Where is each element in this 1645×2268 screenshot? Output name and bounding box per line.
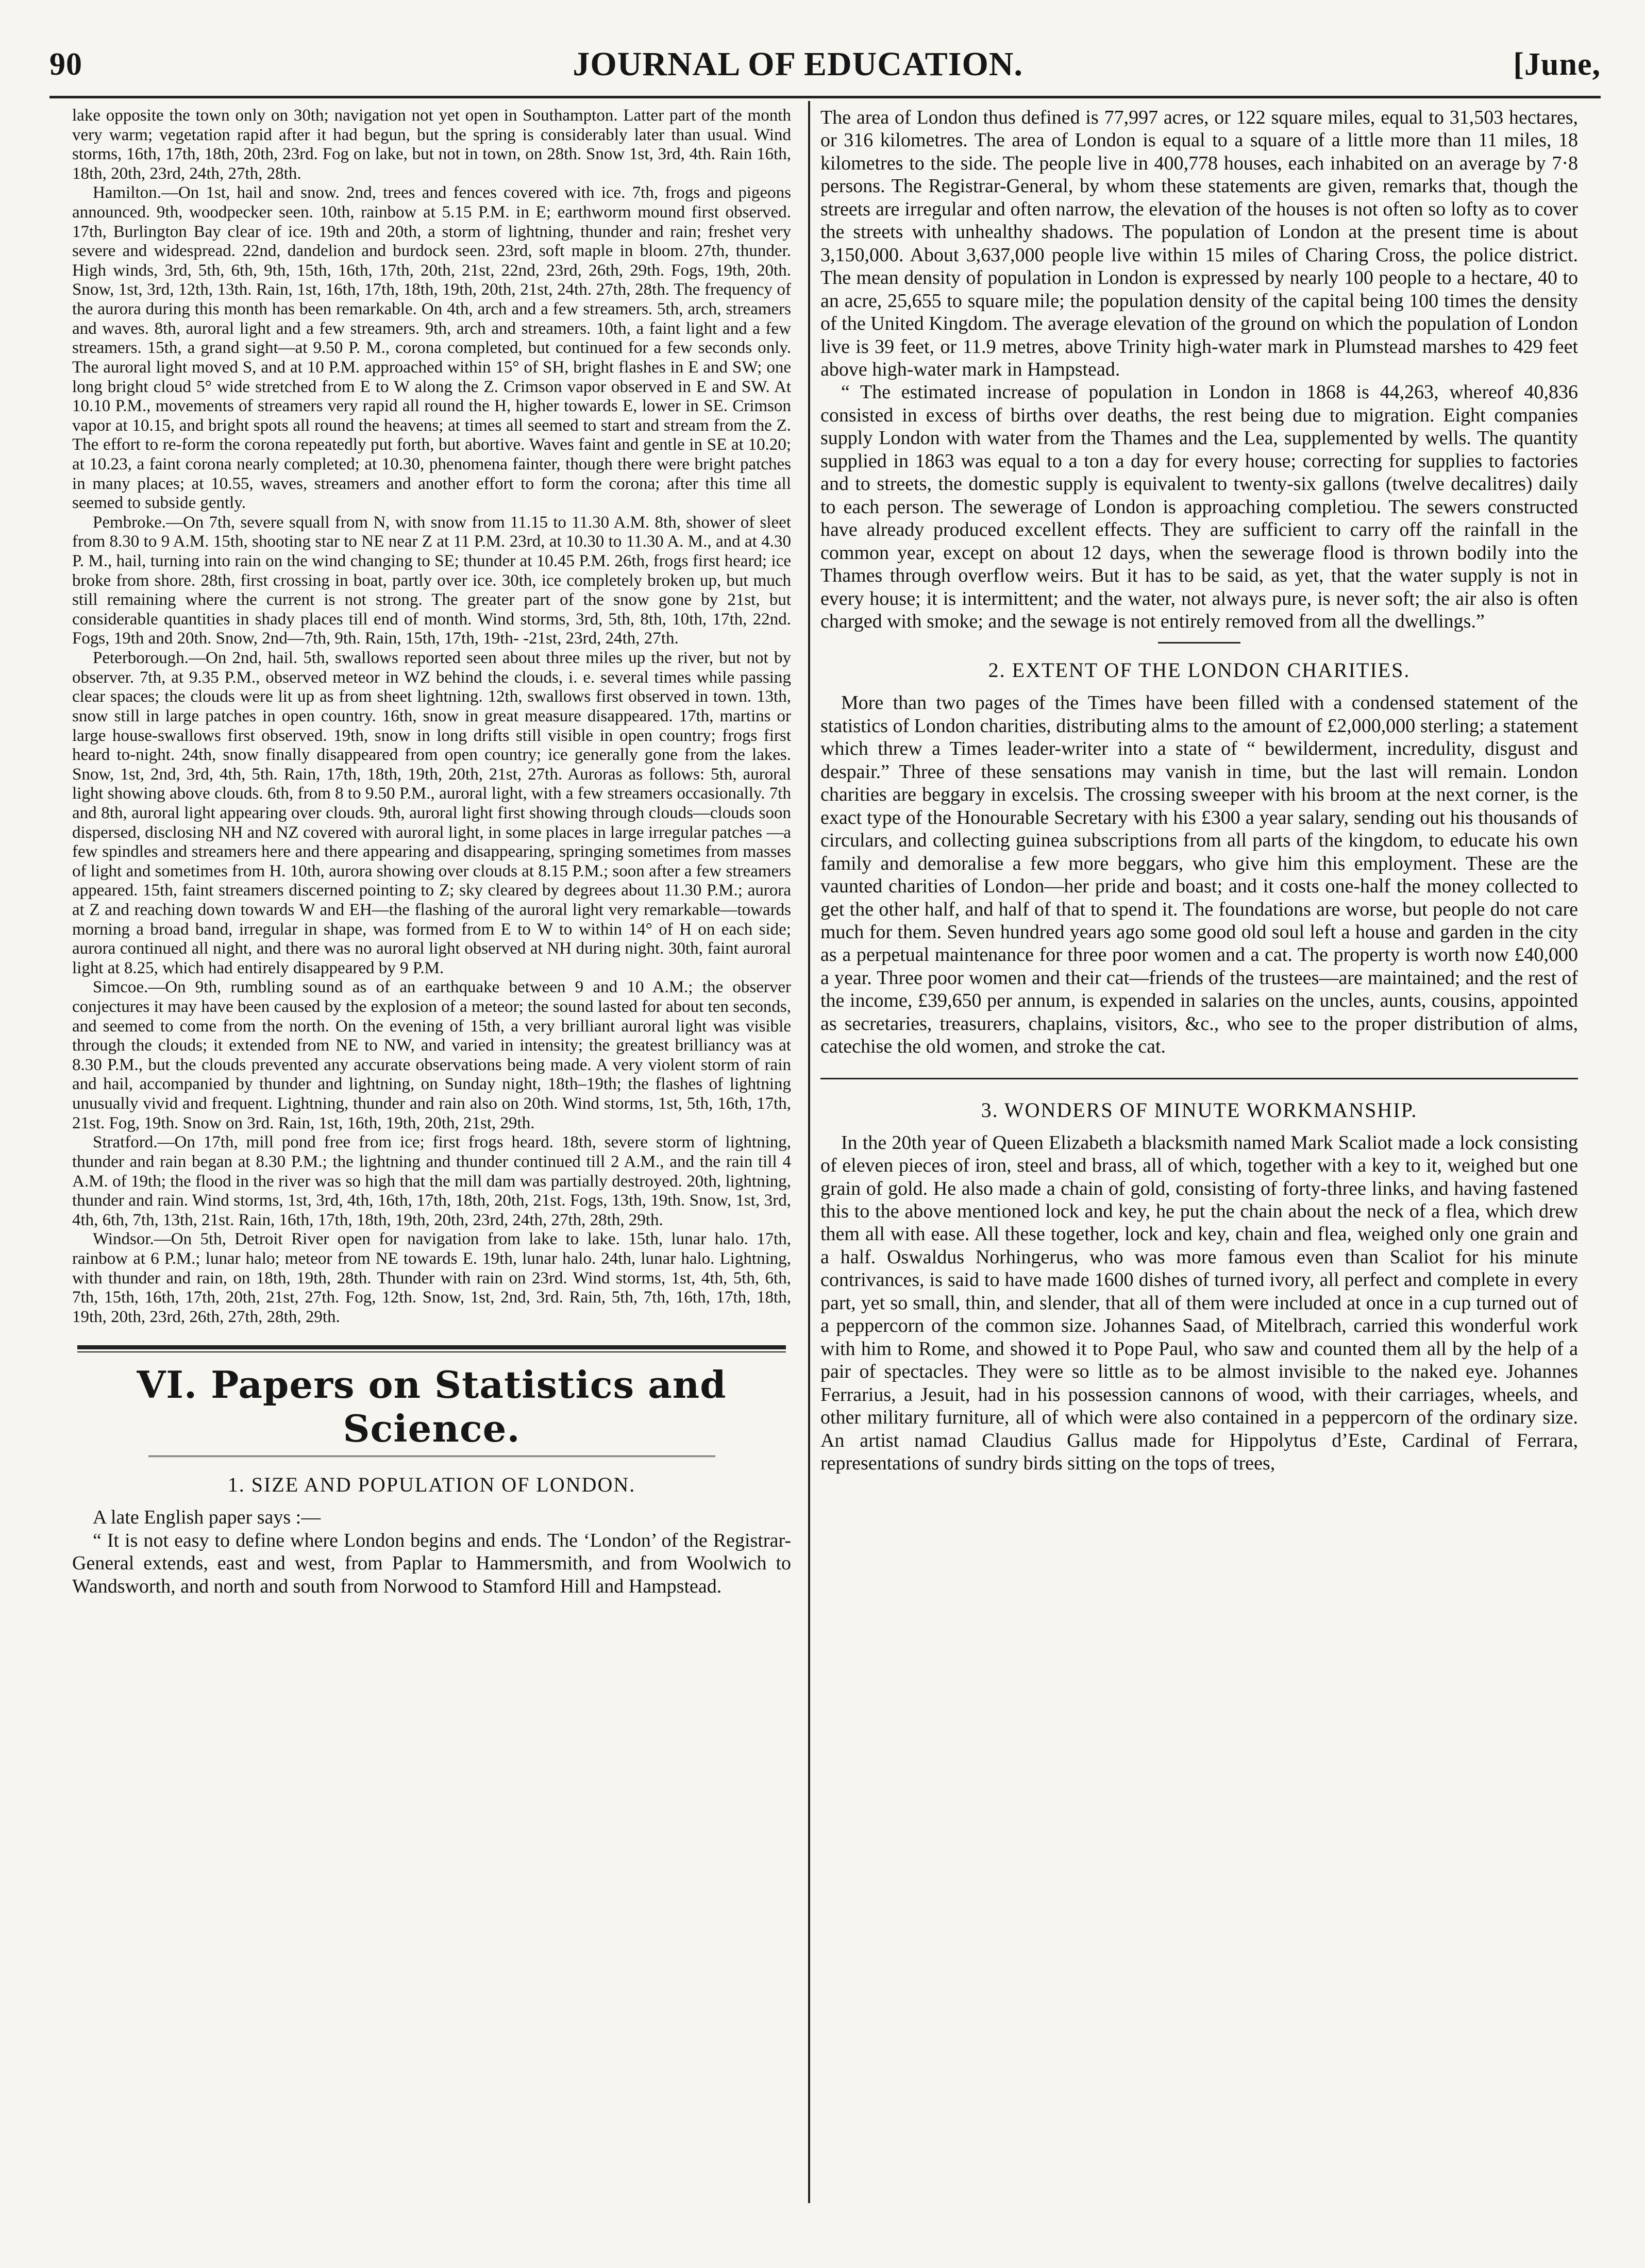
article-population-start [72, 1506, 791, 1598]
weather-reports [72, 106, 791, 1327]
report-pembroke: Pembroke.—On 7th, severe squall from N, with snow from 11.15 to 11.30 A.M. 8th, shower of sleet from 8.30 to 9 A.M. 15th, shooting star to NE near Z at 11 P.M. 23rd, at 10.30 to 11.30 A. M., and at 4.30 P. M., hail, turning into rain on the wind changing to SE; thunder at 10.45 P.M. 26th, frogs first heard; ice broke from shore. 28th, first crossing in boat, partly over ice. 30th, ice completely broken up, but much still remaining where the current is not strong. The greater part of the snow gone by 21st, but considerable quantities in shady places till end of month. Wind storms, 3rd, 5th, 8th, 10th, 17th, 22nd. Fogs, 19th and 20th. Snow, 2nd—7th, 9th. Rain, 15th, 17th, 19th- -21st, 23rd, 24th, 27th. [72, 513, 791, 648]
article-population-continued [820, 106, 1578, 633]
page-number: 90 [49, 46, 82, 82]
article-title-population: 1. SIZE AND POPULATION OF LONDON. [227, 1473, 636, 1497]
page-header [49, 36, 1601, 93]
running-month: [June, [1513, 46, 1601, 82]
right-column [820, 106, 1578, 2213]
article-charities [820, 691, 1578, 1058]
journal-title: JOURNAL OF EDUCATION. [573, 45, 1023, 83]
article-paragraph: The area of London thus defined is 77,997 acres, or 122 square miles, equal to 31,503 hectares, or 316 kilometres. The area of London is equal to a square of a little more than 11 miles, 18 kilometres to the side. The people live in 400,778 houses, each inhabited on an average by 7·8 persons. The Registrar-General, by whom these statements are given, remarks that, though the streets are irregular and often narrow, the elevation of the houses is not often so lofty as to cover the streets with unhealthy shadows. The population of London at the present time is about 3,150,000. About 3,637,000 people live within 15 miles of Charing Cross, the police district. The mean density of population in London is expressed by nearly 100 people to a hectare, 40 to an acre, 25,655 to square mile; the population density of the capital being 100 times the density of the United Kingdom. The average elevation of the ground on which the population of London live is 39 feet, or 11.9 metres, above Trinity high-water mark in Plumstead marshes to 429 feet above high-water mark in Hampstead. [820, 107, 1578, 380]
report-continued: lake opposite the town only on 30th; navigation not yet open in Southampton. Latter part of the month very warm; vegetation rapid after it had begun, but the spring is considerably later than usual. Wind storms, 16th, 17th, 18th, 20th, 23rd. Fog on lake, but not in town, on 28th. Snow 1st, 3rd, 4th. Rain 16th, 18th, 20th, 23rd, 24th, 27th, 28th. [72, 106, 791, 183]
article-divider [1158, 642, 1240, 644]
report-peterborough: Peterborough.—On 2nd, hail. 5th, swallows reported seen about three miles up the river, but not by observer. 7th, at 9.35 P.M., observed meteor in WZ behind the clouds, i. e. several times while passing clear spaces; the clouds were lit up as from sheet lightning. 12th, swallows first observed in town. 13th, snow still in large patches in open country. 16th, snow in great measure disappeared. 17th, martins or large house-swallows first observed. 19th, snow in long drifts still visible in open country; frogs first heard to-night. 24th, snow finally disappeared from open country; ice generally gone from the lakes. Snow, 1st, 2nd, 3rd, 4th, 5th. Rain, 17th, 18th, 19th, 20th, 21st, 27th. Auroras as follows: 5th, auroral light showing above clouds. 6th, from 8 to 9.50 P.M., auroral light, with a few streamers occasionally. 7th and 8th, auroral light appearing over clouds. 9th, auroral light first showing through clouds—clouds soon dispersed, disclosing NH and NZ covered with auroral light, in some places in large irregular patches —a few spindles and streamers here and there appearing and disappearing, springing sometimes from masses of light and sometimes from H. 10th, aurora showing over clouds at 8.15 P.M.; soon after a few streamers appeared. 15th, faint streamers discerned pointing to Z; sky cleared by degrees about 11.30 P.M.; aurora at Z and reaching down towards W and EH—the flashing of the auroral light very remarkable—towards morning a broad band, irregular in shape, was formed from E to W to within 14° of H on each side; aurora continued all night, and there was no auroral light observed at NH during night. 30th, faint auroral light at 8.25, which had entirely disappeared by 9 P.M. [72, 649, 791, 977]
report-simcoe: Simcoe.—On 9th, rumbling sound as of an earthquake between 9 and 10 A.M.; the observer conjectures it may have been caused by the explosion of a meteor; the sound lasted for about ten seconds, and seemed to come from the north. On the evening of 15th, a very brilliant auroral light was visible through the clouds; it extended from NE to NW, and varied in intensity; the greatest brilliancy was at 8.30 P.M., but the clouds prevented any accurate observations being made. A very violent storm of rain and hail, accompanied by thunder and lightning, on Sunday night, 18th–19th; the flashes of lightning unusually vivid and frequent. Lightning, thunder and rain also on 20th. Wind storms, 1st, 5th, 16th, 17th, 21st. Fog, 19th. Snow on 3rd. Rain, 1st, 16th, 19th, 20th, 21st, 29th. [72, 978, 791, 1132]
article-lead: A late English paper says :— [93, 1507, 321, 1529]
left-column [72, 106, 791, 2213]
heading-ornament-rule [148, 1455, 715, 1457]
article-paragraph: “ It is not easy to define where London begins and ends. The ‘London’ of the Registrar-General extends, east and west, from Paplar to Hammersmith, and from Woolwich to Wandsworth, and north and south from Norwood to Stamford Hill and Hampstead. [72, 1529, 791, 1597]
header-rule [49, 96, 1601, 98]
column-rule [808, 101, 810, 2203]
article-title-workmanship: 3. WONDERS OF MINUTE WORKMANSHIP. [981, 1098, 1418, 1122]
article-title-charities: 2. EXTENT OF THE LONDON CHARITIES. [988, 658, 1411, 682]
article-paragraph: “ The estimated increase of population in London in 1868 is 44,263, whereof 40,836 consisted in excess of births over deaths, the rest being due to migration. Eight companies supply London with water from the Thames and the Lea, supplemented by wells. The quantity supplied in 1863 was equal to a ton a day for every house; correcting for supplies to factories and to streets, the domestic supply is equivalent to twenty-six gallons (twelve decalitres) daily to each person. The sewerage of London is approaching completiou. The sewers constructed have already produced excellent effects. They are sufficient to carry off the rainfall in the common year, except on about 12 days, when the sewerage flood is thrown bodily into the Thames through overflow weirs. But it has to be said, as yet, that the water supply is not in every house; it is intermittent; and the water, not always pure, is never soft; the air also is often charged with smoke; and the sewage is not entirely removed from all the dwellings.” [820, 381, 1578, 632]
report-hamilton: Hamilton.—On 1st, hail and snow. 2nd, trees and fences covered with ice. 7th, frogs and pigeons announced. 9th, woodpecker seen. 10th, rainbow at 5.15 P.M. in E; earthworm mound first observed. 17th, Burlington Bay clear of ice. 19th and 20th, a storm of lightning, thunder and rain; freshet very severe and widespread. 22nd, dandelion and burdock seen. 23rd, soft maple in bloom. 27th, thunder. High winds, 3rd, 5th, 6th, 9th, 15th, 16th, 17th, 20th, 21st, 22nd, 23rd, 26th, 29th. Fogs, 19th, 20th. Snow, 1st, 3rd, 12th, 13th. Rain, 1st, 16th, 17th, 18th, 19th, 20th, 21st, 24th. 27th, 28th. The frequency of the aurora during this month has been remarkable. On 4th, arch and a few streamers. 5th, arch, streamers and waves. 8th, auroral light and a few streamers. 9th, arch and streamers. 10th, a faint light and a few streamers. 15th, a grand sight—at 9.50 P. M., corona completed, but continued for a few seconds only. The auroral light moved S, and at 10 P.M. approached within 15° of SH, bright flashes in E and SW; one long bright cloud 5° wide stretched from E to W along the Z. Crimson vapor observed in E and SW. At 10.10 P.M., movements of streamers very rapid all round the H, higher towards E, lower in SE. Crimson vapor at 10.15, and bright spots all round the heavens; at times all seemed to start and stream from the Z. The effort to re-form the corona repeatedly put forth, but abortive. Waves faint and gentle in SE at 10.20; at 10.23, a faint corona nearly completed; at 10.30, phenomena fainter, though there were bright patches in many places; at 10.55, waves, streamers and another effort to form the corona; after this time all seemed to subside gently. [72, 183, 791, 513]
section-divider [77, 1345, 786, 1352]
report-stratford: Stratford.—On 17th, mill pond free from ice; first frogs heard. 18th, severe storm of lightning, thunder and rain began at 8.30 P.M.; the lightning and thunder continued till 2 A.M., and the rain till 4 A.M. of 19th; the flood in the river was so high that the mill dam was partially destroyed. 20th, lightning, thunder and rain. Wind storms, 1st, 3rd, 4th, 16th, 17th, 18th, 20th, 21st. Fogs, 13th, 19th. Snow, 1st, 3rd, 4th, 6th, 7th, 13th, 21st. Rain, 16th, 17th, 18th, 19th, 20th, 23rd, 24th, 27th, 28th, 29th. [72, 1133, 791, 1229]
article-paragraph: In the 20th year of Queen Elizabeth a blacksmith named Mark Scaliot made a lock consisting of eleven pieces of iron, steel and brass, all of which, together with a key to it, weighed but one grain of gold. He also made a chain of gold, consisting of forty-three links, and having fastened this to the above mentioned lock and key, he put the chain about the neck of a flea, which drew them all with ease. All these together, lock and key, chain and flea, weighed only one grain and a half. Oswaldus Norhingerus, who was more famous even than Scaliot for his minute contrivances, is said to have made 1600 dishes of turned ivory, all perfect and complete in every part, yet so small, thin, and slender, that all of them were included at once in a cup turned out of a peppercorn of the common size. Johannes Saad, of Mitelbrach, carried this wonderful work with him to Rome, and showed it to Pope Paul, who saw and counted them all by the help of a pair of spectacles. They were so little as to be almost invisible to the naked eye. Johannes Ferrarius, a Jesuit, had in his possession cannons of wood, with their carriages, wheels, and other military furniture, all of which were also contained in a peppercorn of the ordinary size. An artist namad Claudius Gallus made for Hippolytus d’Este, Cardinal of Ferrara, representations of sundry birds sitting on the tops of trees, [820, 1131, 1578, 1475]
article-workmanship [820, 1131, 1578, 1475]
report-windsor: Windsor.—On 5th, Detroit River open for navigation from lake to lake. 15th, lunar halo. 17th, rainbow at 6 P.M.; lunar halo; meteor from NE towards E. 19th, lunar halo. 24th, lunar halo. Lightning, with thunder and rain, on 18th, 19th, 28th. Thunder with rain on 23rd. Wind storms, 1st, 4th, 5th, 6th, 7th, 15th, 16th, 17th, 20th, 21st, 27th. Fog, 12th. Snow, 1st, 2nd, 3rd. Rain, 5th, 7th, 16th, 17th, 18th, 19th, 20th, 23rd, 26th, 27th, 28th, 29th. [72, 1230, 791, 1326]
section-heading: VI. Papers on Statistics and Science. [137, 1363, 727, 1451]
article-divider [820, 1078, 1578, 1079]
article-paragraph: More than two pages of the Times have been filled with a condensed statement of the statistics of London charities, distributing alms to the amount of £2,000,000 sterling; a statement which threw a Times leader-writer into a state of “ bewilderment, incredulity, disgust and despair.” Three of these sensations may vanish in time, but the last will remain. London charities are beggary in excelsis. The crossing sweeper with his broom at the next corner, is the exact type of the Honourable Secretary with his £300 a year salary, sending out his thousands of circulars, and collecting guinea subscriptions from all parts of the kingdom, to educate his own family and demoralise a few more beggars, who give him this employment. These are the vaunted charities of London—her pride and boast; and it costs one-half the money collected to get the other half, and half of that to spend it. The foundations are worse, but people do not care much for them. Seven hundred years ago some good old soul left a house and garden in the city as a perpetual maintenance for three poor women and a cat. The property is worth now £40,000 a year. Three poor women and their cat—friends of the trustees—are maintained; and the rest of the income, £39,650 per annum, is expended in salaries on the uncles, aunts, cousins, appointed as secretaries, treasurers, chaplains, visitors, &c., who see to the proper distribution of alms, catechise the old women, and stroke the cat. [820, 692, 1578, 1058]
